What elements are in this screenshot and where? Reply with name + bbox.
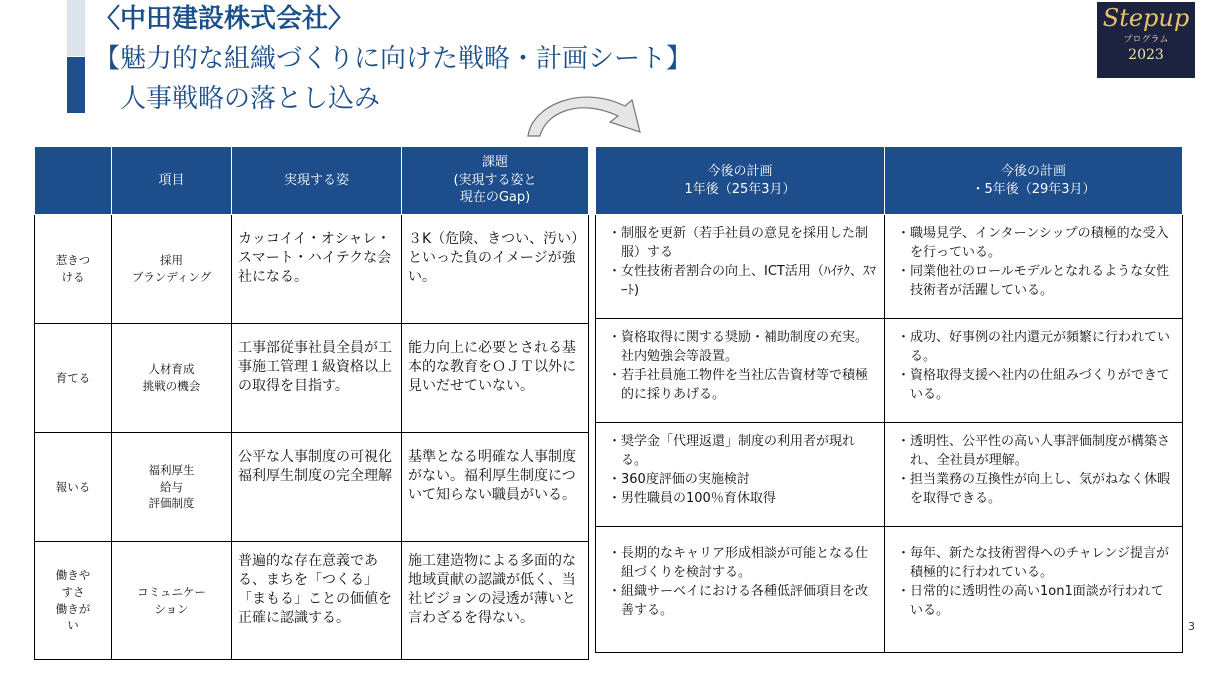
category-line: 育てる xyxy=(55,370,91,385)
table-row xyxy=(596,215,1183,319)
header-plan-1year xyxy=(596,147,885,215)
plan-1year-cell xyxy=(596,423,885,527)
header-plan-5year-line2: ・5年後（29年3月） xyxy=(971,181,1096,197)
vision-cell: 工事部従事社員全員が工事施工管理１級資格以上の取得を目指す。 xyxy=(232,324,402,433)
header-gap-line2: (実現する姿と xyxy=(453,172,537,188)
strategy-table xyxy=(34,146,589,660)
gap-cell: ３K（危険、きつい、汚い）といった負のイメージが強い。 xyxy=(402,215,589,324)
plan-item: ・組織サーベイにおける各種低評価項目を改善する。 xyxy=(608,583,869,618)
category-cell xyxy=(35,433,112,542)
plan-1year-cell xyxy=(596,215,885,319)
plan-item: ・奨学金「代理返還」制度の利用者が現れる。 xyxy=(608,434,856,468)
header-plan-1year-line2: 1年後（25年3月） xyxy=(684,181,796,197)
category-line: すさ xyxy=(61,584,85,599)
logo-brand: Stepup xyxy=(1102,4,1190,32)
plan-item: ・資格取得支援へ社内の仕組みづくりができている。 xyxy=(897,367,1170,402)
table-row xyxy=(35,433,589,542)
page-number: 3 xyxy=(1188,620,1195,633)
item-line: 人材育成 xyxy=(148,362,195,377)
category-line: い xyxy=(67,618,79,633)
plan-1year-cell xyxy=(596,527,885,653)
plan-item: ・日常的に透明性の高い1on1面談が行われている。 xyxy=(897,583,1164,618)
category-cell xyxy=(35,542,112,660)
item-line: 採用 xyxy=(160,253,183,268)
stepup-logo xyxy=(1097,2,1195,78)
table-row xyxy=(596,423,1183,527)
category-cell xyxy=(35,215,112,324)
logo-subtitle: プログラム xyxy=(1123,35,1169,45)
plan-item: ・制服を更新（若手社員の意見を採用した制服）する xyxy=(608,226,869,260)
sheet-title: 【魅力的な組織づくりに向けた戦略・計画シート】 xyxy=(94,44,693,74)
item-line: 挑戦の機会 xyxy=(142,379,201,393)
plan-item: ・同業他社のロールモデルとなれるような女性技術者が活躍している。 xyxy=(897,263,1170,298)
plan-1year-cell xyxy=(596,319,885,423)
item-line: ション xyxy=(154,601,189,616)
plan-table xyxy=(595,146,1183,653)
curved-arrow-icon xyxy=(520,86,670,142)
company-title: 〈中田建設株式会社〉 xyxy=(94,4,355,34)
item-cell xyxy=(112,433,232,542)
plan-item: ・長期的なキャリア形成相談が可能となる仕組づくりを検討する。 xyxy=(608,546,869,580)
vision-cell: カッコイイ・オシャレ・スマート・ハイテクな会社になる。 xyxy=(232,215,402,324)
plan-5year-cell xyxy=(885,215,1183,319)
gap-cell: 能力向上に必要とされる基本的な教育をＯＪＴ以外に見いだせていない。 xyxy=(402,324,589,433)
item-line: コミュニケー xyxy=(137,584,206,599)
plan-item: ・担当業務の互換性が向上し、気がねなく休暇を取得できる。 xyxy=(897,471,1171,506)
plan-item: ・若手社員施工物件を当社広告資材等で積極的に採りあげる。 xyxy=(608,367,869,402)
item-line: 評価制度 xyxy=(148,496,195,511)
table-row xyxy=(596,527,1183,653)
table-row xyxy=(596,319,1183,423)
category-line: ける xyxy=(61,270,85,284)
plan-item: ・男性職員の100％育休取得 xyxy=(608,490,776,506)
plan-item: ・資格取得に関する奨励・補助制度の充実。社内勉強会等設置。 xyxy=(608,330,869,364)
item-line: ブランディング xyxy=(131,270,212,284)
header-category xyxy=(35,147,112,215)
plan-5year-cell xyxy=(885,527,1183,653)
plan-item: ・360度評価の実施検討 xyxy=(608,471,750,487)
category-line: 働きや xyxy=(55,568,91,583)
title-accent-bar-dark xyxy=(67,57,85,113)
item-line: 福利厚生 xyxy=(148,462,195,477)
table-row xyxy=(35,542,589,660)
gap-cell: 施工建造物による多面的な地域貢献の認識が低く、当社ビジョンの浸透が薄いと言わざるを得ない。 xyxy=(402,542,589,660)
item-cell xyxy=(112,542,232,660)
header-vision: 実現する姿 xyxy=(232,147,402,215)
item-cell xyxy=(112,324,232,433)
table-row xyxy=(35,215,589,324)
plan-5year-cell xyxy=(885,319,1183,423)
plan-item: ・成功、好事例の社内還元が頻繁に行われている。 xyxy=(897,330,1171,364)
item-cell xyxy=(112,215,232,324)
plan-item: ・職場見学、インターンシップの積極的な受入を行っている。 xyxy=(897,226,1169,260)
table-row xyxy=(35,324,589,433)
plan-item: ・透明性、公平性の高い人事評価制度が構築され、全社員が理解。 xyxy=(897,434,1171,468)
sheet-subtitle: 人事戦略の落とし込み xyxy=(120,84,381,114)
plan-5year-cell xyxy=(885,423,1183,527)
header-item: 項目 xyxy=(112,147,232,215)
logo-year: 2023 xyxy=(1128,47,1164,63)
plan-item: ・女性技術者割合の向上、ICT活用（ﾊｲﾃｸ、ｽﾏｰﾄ) xyxy=(608,263,876,298)
header-plan-5year-line1: 今後の計画 xyxy=(1000,163,1066,179)
title-accent-bar-light xyxy=(67,0,85,56)
header-plan-1year-line1: 今後の計画 xyxy=(707,163,773,179)
category-cell xyxy=(35,324,112,433)
vision-cell: 普遍的な存在意義である、まちを「つくる」「まもる」ことの価値を正確に認識する。 xyxy=(232,542,402,660)
plan-item: ・毎年、新たな技術習得へのチャレンジ提言が積極的に行われている。 xyxy=(897,546,1169,580)
header-gap-line1: 課題 xyxy=(481,155,508,171)
category-line: 働きが xyxy=(55,601,91,616)
header-plan-5year xyxy=(885,147,1183,215)
header-gap xyxy=(402,147,589,215)
header-gap-line3: 現在のGap) xyxy=(459,190,531,206)
gap-cell: 基準となる明確な人事制度がない。福利厚生制度について知らない職員がいる。 xyxy=(402,433,589,542)
category-line: 惹きつ xyxy=(55,253,91,268)
category-line: 報いる xyxy=(55,479,91,494)
vision-cell: 公平な人事制度の可視化 福利厚生制度の完全理解 xyxy=(232,433,402,542)
item-line: 給与 xyxy=(160,479,183,494)
